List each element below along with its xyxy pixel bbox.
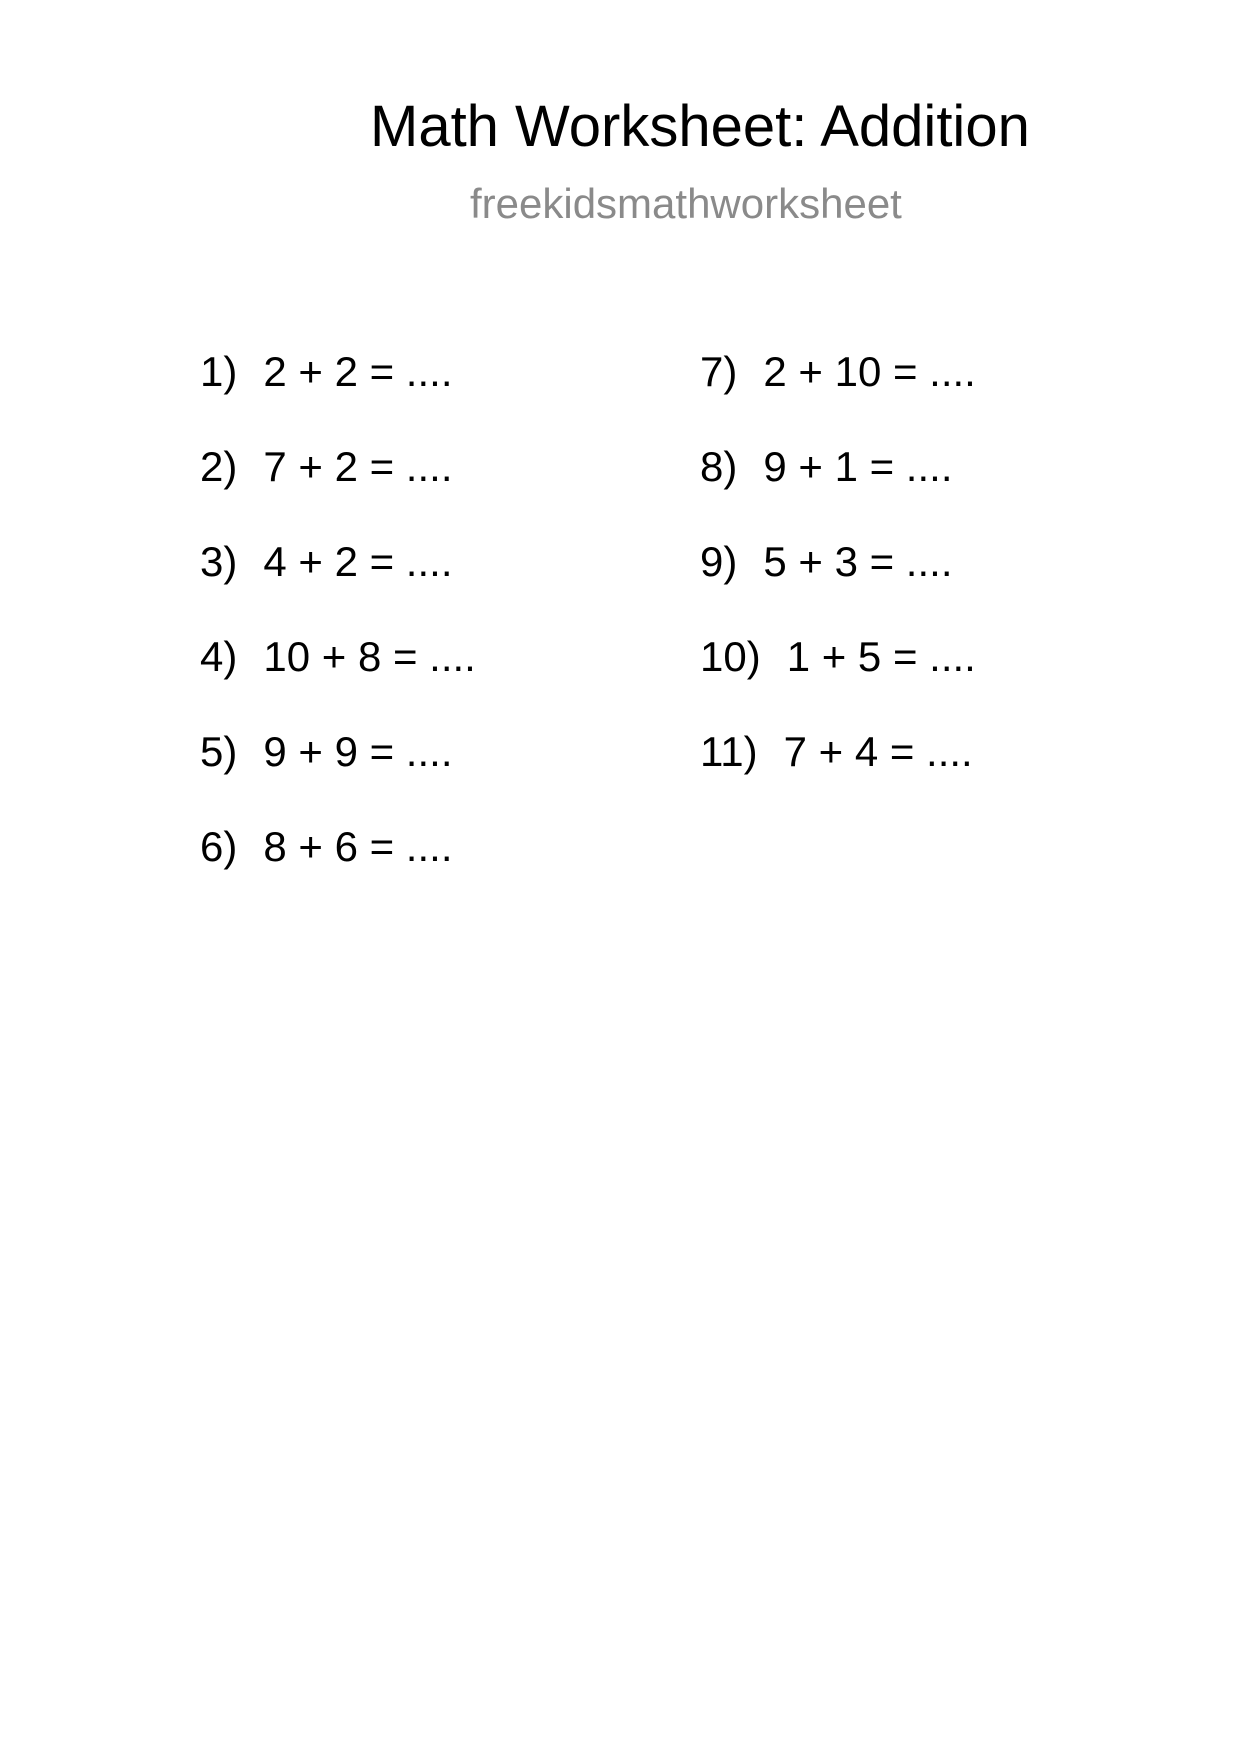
problem-number: 8)	[700, 443, 738, 490]
problem-item	[200, 633, 476, 731]
problem-item	[700, 538, 976, 636]
problem-item	[200, 728, 476, 826]
problem-number: 1)	[200, 348, 238, 395]
problem-expression: 7 + 2 = ....	[263, 443, 453, 490]
problem-expression: 2 + 10 = ....	[763, 348, 976, 395]
problem-expression: 2 + 2 = ....	[263, 348, 453, 395]
problem-expression: 10 + 8 = ....	[263, 633, 476, 680]
problem-list-right	[700, 348, 976, 826]
problem-expression: 9 + 9 = ....	[263, 728, 453, 775]
problem-item	[700, 348, 976, 446]
problem-item	[200, 443, 476, 541]
problem-list-left	[200, 348, 476, 921]
problem-expression: 5 + 3 = ....	[763, 538, 953, 585]
problem-expression: 9 + 1 = ....	[763, 443, 953, 490]
problem-item	[700, 443, 976, 541]
problem-number: 9)	[700, 538, 738, 585]
problem-number: 3)	[200, 538, 238, 585]
problem-expression: 8 + 6 = ....	[263, 823, 453, 870]
problem-number: 5)	[200, 728, 238, 775]
problem-expression: 4 + 2 = ....	[263, 538, 453, 585]
problem-item	[200, 538, 476, 636]
problem-number: 4)	[200, 633, 238, 680]
problem-item	[700, 633, 976, 731]
problem-expression: 7 + 4 = ....	[783, 728, 973, 775]
problem-expression: 1 + 5 = ....	[786, 633, 976, 680]
problem-number: 11)	[700, 728, 758, 775]
problem-number: 10)	[700, 633, 761, 680]
problem-item	[200, 348, 476, 446]
problem-number: 7)	[700, 348, 738, 395]
problem-number: 6)	[200, 823, 238, 870]
problem-item	[700, 728, 976, 826]
problem-item	[200, 823, 476, 921]
page-subtitle: freekidsmathworksheet	[470, 180, 902, 227]
page-title: Math Worksheet: Addition	[370, 94, 1030, 159]
problem-number: 2)	[200, 443, 238, 490]
